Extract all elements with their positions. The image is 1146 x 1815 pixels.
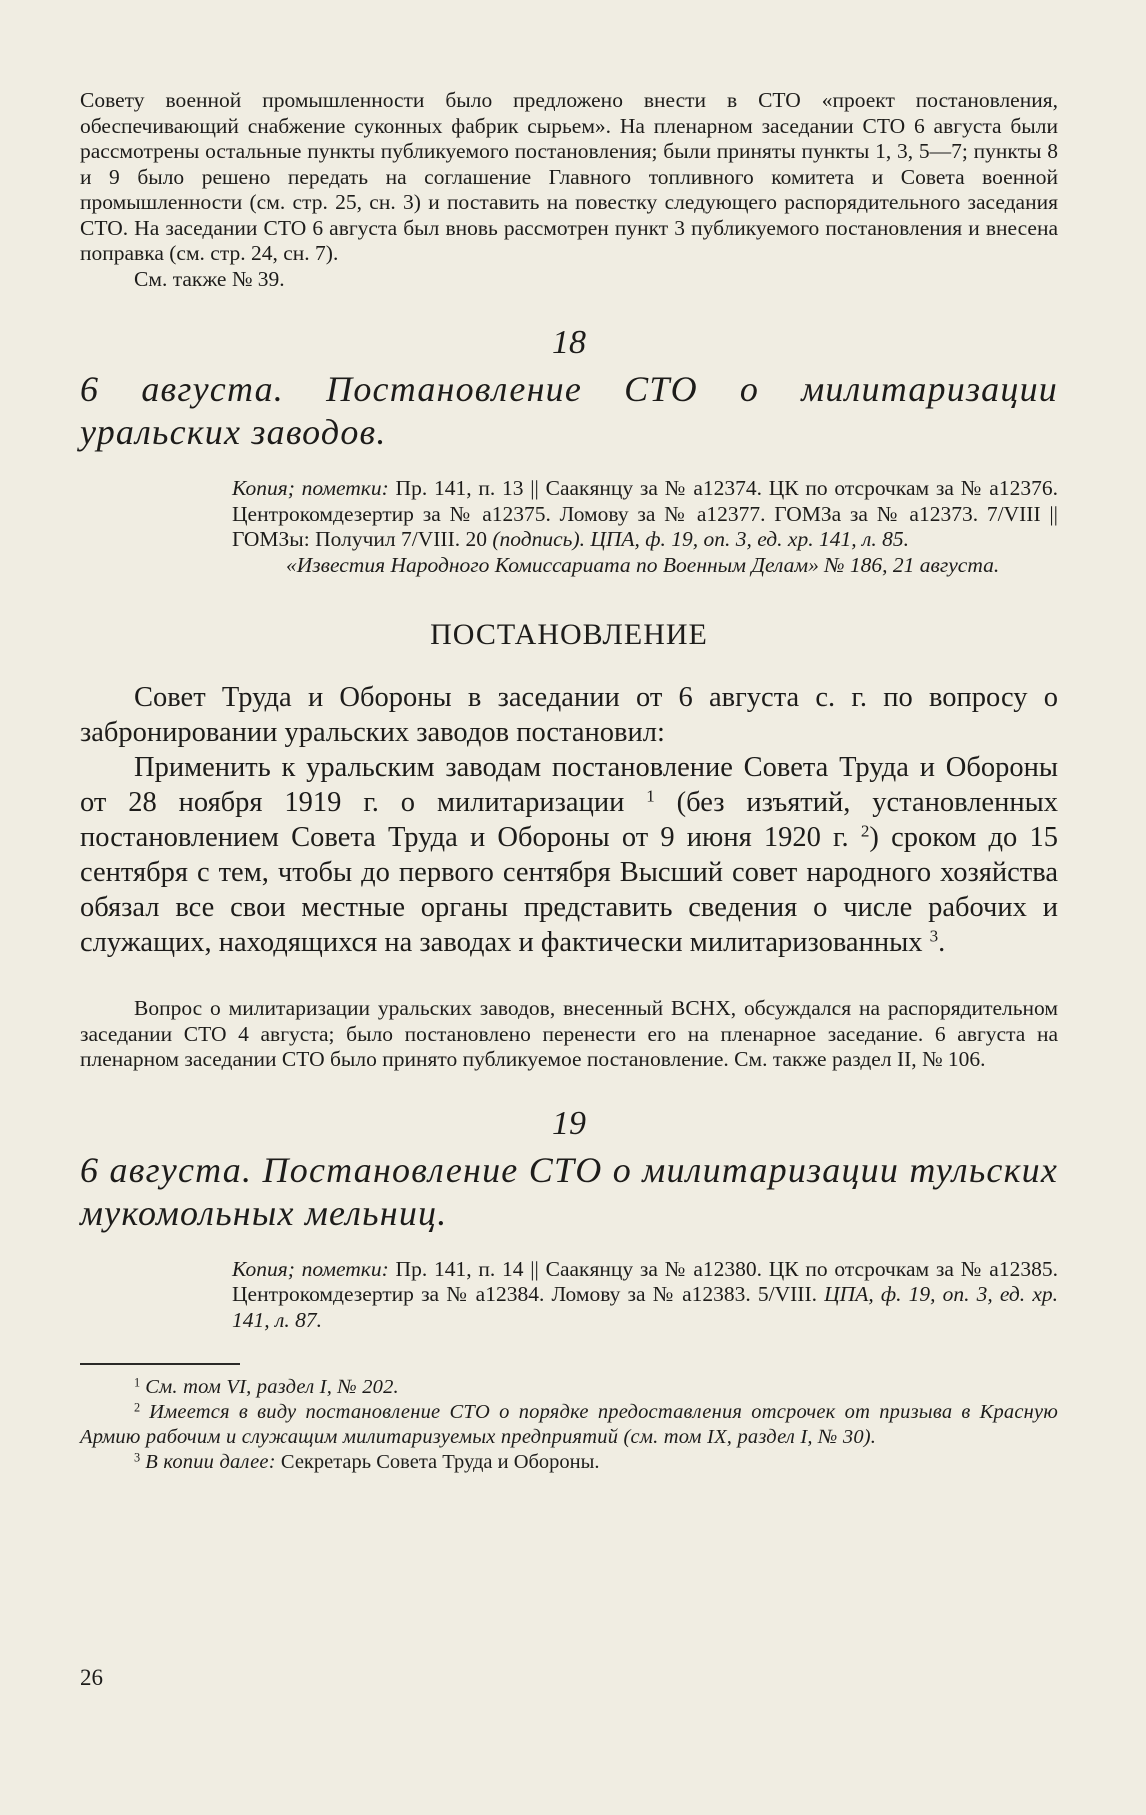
footnote-divider	[80, 1363, 240, 1365]
footnote-ref-2: 2	[860, 821, 870, 841]
intro-note	[80, 88, 1058, 292]
publication-reference: «Известия Народного Комиссариата по Военным Делам» № 186, 21 августа.	[286, 552, 1000, 577]
document-title-19: 6 августа. Постановление СТО о милитаризации тульских мукомольных мельниц.	[80, 1149, 1058, 1233]
footnote-1: $^1$ См. том VI, раздел I, № 202.	[134, 1375, 399, 1398]
page-content	[80, 88, 1058, 1475]
footnote-2: $^2$ Имеется в виду постановление СТО о порядке предоставления отсрочек от призыва в Красную Армию рабочим и служащим милитаризуемых предприятий (см. том IX, раздел I, № 30).	[80, 1400, 1058, 1448]
decree-body	[80, 680, 1058, 960]
document-number-18: 18	[552, 324, 586, 361]
footnote-3: $^3$ В копии далее: Секретарь Совета Труда и Обороны.	[134, 1450, 600, 1473]
archive-text: Пр. 141, п. 13 || Саакянцу за № а12374. ЦК по отсрочкам за № а12376. Центрокомдезертир за № а12375. Ломову за № а12377. ГОМЗа за № а12373. 7/VIII || ГОМЗы: Получил 7/VIII. 20	[232, 476, 1058, 551]
archive-label: Копия; пометки:	[232, 1256, 389, 1281]
archive-source: ЦПА, ф. 19, оп. 3, ед. хр. 141, л. 87.	[232, 1282, 1058, 1332]
archive-label: Копия; пометки:	[232, 476, 389, 500]
intro-paragraph: Совету военной промышленности было предложено внести в СТО «проект постановления, обеспечивающий снабжение суконных фабрик сырьем». На пленарном заседании СТО 6 августа были рассмотрены остальные пункты публикуемого постановления; были приняты пункты 1, 3, 5—7; пункты 8 и 9 было решено передать на соглашение Главного топливного комитета и Совета военной промышленности (см. стр. 25, сн. 3) и поставить на повестку следующего распорядительного заседания СТО. На заседании СТО 6 августа был вновь рассмотрен пункт 3 публикуемого постановления и внесена поправка (см. стр. 24, сн. 7).	[80, 88, 1058, 265]
decree-heading: ПОСТАНОВЛЕНИЕ	[430, 618, 708, 651]
footnotes	[80, 1375, 1058, 1475]
page-number: 26	[80, 1665, 103, 1690]
decree-paragraph-1: Совет Труда и Обороны в заседании от 6 августа с. г. по вопросу о забронировании уральских заводов постановил:	[80, 682, 1058, 748]
archive-text: Пр. 141, п. 14 || Саакянцу за № а12380. ЦК по отсрочкам за № а12385. Центрокомдезертир за № а12384. Ломову за № а12383. 5/VIII.	[232, 1256, 1058, 1306]
footnote-ref-1: 1	[646, 786, 655, 806]
archive-source: (подпись). ЦПА, ф. 19, оп. 3, ед. хр. 141, л. 85.	[492, 527, 909, 551]
note-paragraph: Вопрос о милитаризации уральских заводов, внесенный ВСНХ, обсуждался на распорядительном заседании СТО 4 августа; было постановлено перенести его на пленарное заседание. 6 августа на пленарном заседании СТО было принято публикуемое постановление. См. также раздел II, № 106.	[80, 996, 1058, 1071]
document-title-18: 6 августа. Постановление СТО о милитаризации уральских заводов.	[80, 369, 1058, 452]
see-also: См. также № 39.	[134, 266, 285, 291]
decree-paragraph-2: Применить к уральским заводам постановление Совета Труда и Обороны от 28 ноября 1919 г. о милитаризации $^1$ (без изъятий, установленных постановлением Совета Труда и Обороны от 9 июня 1920 г. $^2$) сроком до 15 сентября с тем, чтобы до первого сентября Высший совет народного хозяйства обязал все свои местные органы представить сведения о числе рабочих и служащих, находящихся на заводах и фактически милитаризованных $^3$.	[80, 752, 1058, 958]
editorial-note-18	[80, 996, 1058, 1073]
archive-reference-19	[232, 1257, 1058, 1334]
document-number-19: 19	[552, 1104, 586, 1142]
archive-reference-18	[232, 476, 1058, 578]
footnote-ref-3: 3	[929, 926, 939, 946]
